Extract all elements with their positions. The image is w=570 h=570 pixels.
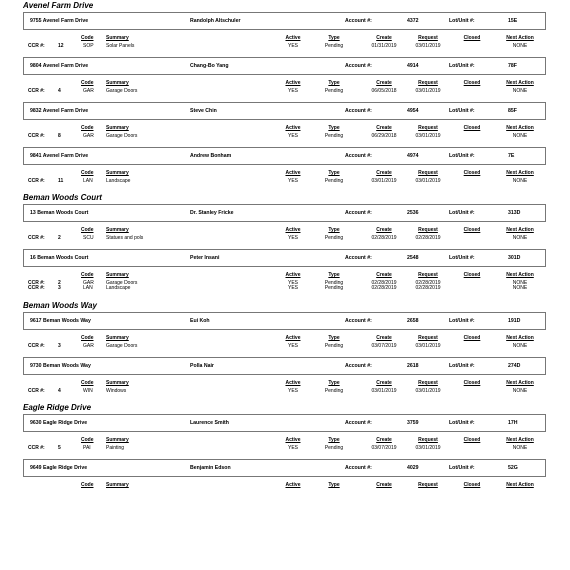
lot-unit-label: Lot/Unit #:	[449, 255, 475, 261]
property-address: 9841 Avenel Farm Drive	[30, 153, 89, 159]
property-header	[23, 249, 546, 267]
property-header	[23, 357, 546, 375]
ccr-label: CCR #:	[28, 388, 45, 394]
ccr-code: GAR	[83, 88, 94, 94]
property-header	[23, 102, 546, 120]
ccr-summary: Windows	[106, 388, 127, 394]
header-code: Code	[81, 272, 94, 278]
property-address: 9755 Avenel Farm Drive	[30, 18, 89, 24]
header-summary: Summary	[106, 35, 129, 41]
account-number: 4954	[407, 108, 419, 114]
ccr-request-date: 03/01/2019	[415, 133, 441, 139]
ccr-code: GAR	[83, 280, 94, 286]
ccr-summary: Solar Panels	[106, 43, 135, 49]
ccr-summary: Painting	[106, 445, 125, 451]
account-label: Account #:	[345, 108, 372, 114]
header-request: Request	[418, 125, 438, 131]
owner-name: Randolph Altschuler	[190, 18, 241, 24]
ccr-number: 12	[58, 43, 64, 49]
header-code: Code	[81, 227, 94, 233]
header-active: Active	[285, 482, 301, 488]
property-header	[23, 57, 546, 75]
property-header	[23, 12, 546, 30]
lot-unit-label: Lot/Unit #:	[449, 18, 475, 24]
lot-unit-label: Lot/Unit #:	[449, 108, 475, 114]
header-type: Type	[328, 335, 340, 341]
ccr-request-date: 02/28/2019	[415, 235, 441, 241]
ccr-label: CCR #:	[28, 280, 45, 286]
ccr-summary: Statues and pols	[106, 235, 144, 241]
street-heading: Avenel Farm Drive	[23, 1, 94, 10]
account-number: 2548	[407, 255, 419, 261]
ccr-type: Pending	[324, 43, 344, 49]
header-request: Request	[418, 272, 438, 278]
lot-unit-number: 15E	[508, 18, 518, 24]
ccr-label: CCR #:	[28, 43, 45, 49]
owner-name: Chang-Bo Yang	[190, 63, 229, 69]
ccr-code: GAR	[83, 133, 94, 139]
header-next-action: Next Action	[506, 170, 534, 176]
header-summary: Summary	[106, 170, 129, 176]
ccr-next-action: NONE	[512, 178, 528, 184]
ccr-next-action: NONE	[512, 445, 528, 451]
property-address: 9617 Beman Woods Way	[30, 318, 91, 324]
ccr-number: 3	[58, 343, 61, 349]
header-create: Create	[376, 335, 392, 341]
header-create: Create	[376, 125, 392, 131]
header-create: Create	[376, 380, 392, 386]
ccr-create-date: 03/01/2019	[371, 178, 397, 184]
ccr-type: Pending	[324, 285, 344, 291]
header-request: Request	[418, 437, 438, 443]
ccr-number: 8	[58, 133, 61, 139]
header-request: Request	[418, 35, 438, 41]
header-summary: Summary	[106, 437, 129, 443]
account-label: Account #:	[345, 255, 372, 261]
ccr-label: CCR #:	[28, 343, 45, 349]
header-type: Type	[328, 80, 340, 86]
account-label: Account #:	[345, 465, 372, 471]
lot-unit-number: 274D	[508, 363, 521, 369]
account-label: Account #:	[345, 318, 372, 324]
header-request: Request	[418, 80, 438, 86]
ccr-type: Pending	[324, 388, 344, 394]
account-label: Account #:	[345, 63, 372, 69]
ccr-code: WIN	[83, 388, 93, 394]
header-next-action: Next Action	[506, 437, 534, 443]
ccr-code: GAR	[83, 343, 94, 349]
header-next-action: Next Action	[506, 125, 534, 131]
property-address: 16 Beman Woods Court	[30, 255, 89, 261]
header-type: Type	[328, 482, 340, 488]
lot-unit-number: 17H	[508, 420, 518, 426]
ccr-next-action: NONE	[512, 88, 528, 94]
owner-name: Andrew Bonham	[190, 153, 232, 159]
ccr-type: Pending	[324, 445, 344, 451]
street-heading: Eagle Ridge Drive	[23, 403, 92, 412]
header-code: Code	[81, 170, 94, 176]
ccr-code: SCU	[83, 235, 94, 241]
ccr-label: CCR #:	[28, 235, 45, 241]
header-code: Code	[81, 482, 94, 488]
ccr-active: YES	[287, 43, 298, 49]
property-address: 9804 Avenel Farm Drive	[30, 63, 89, 69]
account-label: Account #:	[345, 363, 372, 369]
header-code: Code	[81, 80, 94, 86]
ccr-number: 4	[58, 88, 61, 94]
lot-unit-label: Lot/Unit #:	[449, 318, 475, 324]
header-next-action: Next Action	[506, 272, 534, 278]
header-type: Type	[328, 380, 340, 386]
ccr-next-action: NONE	[512, 133, 528, 139]
property-header	[23, 414, 546, 432]
ccr-type: Pending	[324, 343, 344, 349]
ccr-next-action: NONE	[512, 343, 528, 349]
header-summary: Summary	[106, 80, 129, 86]
ccr-next-action: NONE	[512, 388, 528, 394]
ccr-active: YES	[287, 285, 298, 291]
property-header	[23, 204, 546, 222]
lot-unit-label: Lot/Unit #:	[449, 153, 475, 159]
ccr-create-date: 06/05/2018	[371, 88, 397, 94]
lot-unit-number: 301D	[508, 255, 521, 261]
header-active: Active	[285, 380, 301, 386]
header-code: Code	[81, 125, 94, 131]
lot-unit-label: Lot/Unit #:	[449, 363, 475, 369]
owner-name: Polla Nair	[190, 363, 214, 369]
header-next-action: Next Action	[506, 35, 534, 41]
property-address: 13 Beman Woods Court	[30, 210, 89, 216]
ccr-type: Pending	[324, 235, 344, 241]
ccr-create-date: 01/31/2019	[371, 43, 397, 49]
account-number: 2658	[407, 318, 419, 324]
ccr-request-date: 03/01/2019	[415, 343, 441, 349]
ccr-next-action: NONE	[512, 235, 528, 241]
lot-unit-number: 85F	[508, 108, 517, 114]
header-request: Request	[418, 380, 438, 386]
header-active: Active	[285, 80, 301, 86]
header-request: Request	[418, 227, 438, 233]
header-request: Request	[418, 170, 438, 176]
ccr-label: CCR #:	[28, 445, 45, 451]
street-heading: Beman Woods Court	[23, 193, 102, 202]
ccr-number: 2	[58, 235, 61, 241]
ccr-active: YES	[287, 280, 298, 286]
ccr-request-date: 03/01/2019	[415, 445, 441, 451]
ccr-active: YES	[287, 88, 298, 94]
owner-name: Dr. Stanley Fricke	[190, 210, 234, 216]
ccr-number: 5	[58, 445, 61, 451]
account-label: Account #:	[345, 18, 372, 24]
ccr-number: 4	[58, 388, 61, 394]
account-number: 4029	[407, 465, 419, 471]
account-label: Account #:	[345, 210, 372, 216]
ccr-number: 3	[58, 285, 61, 291]
ccr-active: YES	[287, 343, 298, 349]
account-number: 2618	[407, 363, 419, 369]
account-label: Account #:	[345, 420, 372, 426]
header-type: Type	[328, 272, 340, 278]
ccr-active: YES	[287, 235, 298, 241]
header-summary: Summary	[106, 335, 129, 341]
property-header	[23, 312, 546, 330]
header-next-action: Next Action	[506, 380, 534, 386]
header-summary: Summary	[106, 125, 129, 131]
property-address: 9832 Avenel Farm Drive	[30, 108, 89, 114]
property-header	[23, 147, 546, 165]
ccr-active: YES	[287, 133, 298, 139]
account-number: 4372	[407, 18, 419, 24]
account-number: 2536	[407, 210, 419, 216]
lot-unit-number: 313D	[508, 210, 521, 216]
ccr-create-date: 03/01/2019	[371, 388, 397, 394]
lot-unit-label: Lot/Unit #:	[449, 63, 475, 69]
header-type: Type	[328, 35, 340, 41]
account-number: 4914	[407, 63, 419, 69]
ccr-request-date: 03/01/2019	[415, 88, 441, 94]
header-closed: Closed	[463, 380, 481, 386]
ccr-create-date: 03/07/2019	[371, 445, 397, 451]
ccr-next-action: NONE	[512, 285, 528, 291]
ccr-label: CCR #:	[28, 178, 45, 184]
header-closed: Closed	[463, 125, 481, 131]
lot-unit-number: 78F	[508, 63, 517, 69]
property-address: 9649 Eagle Ridge Drive	[30, 465, 88, 471]
header-request: Request	[418, 335, 438, 341]
header-next-action: Next Action	[506, 227, 534, 233]
header-active: Active	[285, 35, 301, 41]
header-closed: Closed	[463, 272, 481, 278]
lot-unit-label: Lot/Unit #:	[449, 210, 475, 216]
ccr-create-date: 06/29/2018	[371, 133, 397, 139]
header-active: Active	[285, 437, 301, 443]
ccr-create-date: 02/28/2019	[371, 280, 397, 286]
ccr-label: CCR #:	[28, 88, 45, 94]
ccr-code: PAI	[83, 445, 91, 451]
ccr-create-date: 02/28/2019	[371, 285, 397, 291]
ccr-active: YES	[287, 178, 298, 184]
header-summary: Summary	[106, 482, 129, 488]
account-number: 3759	[407, 420, 419, 426]
ccr-number: 2	[58, 280, 61, 286]
owner-name: Laurence Smith	[190, 420, 229, 426]
header-active: Active	[285, 125, 301, 131]
ccr-request-date: 02/28/2019	[415, 280, 441, 286]
ccr-request-date: 03/01/2019	[415, 178, 441, 184]
property-address: 9630 Eagle Ridge Drive	[30, 420, 88, 426]
header-closed: Closed	[463, 170, 481, 176]
header-next-action: Next Action	[506, 335, 534, 341]
header-create: Create	[376, 170, 392, 176]
ccr-active: YES	[287, 445, 298, 451]
header-type: Type	[328, 170, 340, 176]
property-address: 9730 Beman Woods Way	[30, 363, 91, 369]
header-code: Code	[81, 380, 94, 386]
header-create: Create	[376, 227, 392, 233]
header-create: Create	[376, 482, 392, 488]
header-summary: Summary	[106, 227, 129, 233]
ccr-type: Pending	[324, 280, 344, 286]
header-type: Type	[328, 227, 340, 233]
header-active: Active	[285, 272, 301, 278]
header-closed: Closed	[463, 437, 481, 443]
lot-unit-number: 7E	[508, 153, 515, 159]
header-closed: Closed	[463, 35, 481, 41]
owner-name: Eui Koh	[190, 318, 210, 324]
ccr-summary: Garage Doors	[106, 133, 138, 139]
ccr-summary: Garage Doors	[106, 88, 138, 94]
header-closed: Closed	[463, 80, 481, 86]
header-type: Type	[328, 125, 340, 131]
owner-name: Steve Chin	[190, 108, 217, 114]
header-code: Code	[81, 335, 94, 341]
ccr-code: LAN	[83, 285, 93, 291]
header-active: Active	[285, 227, 301, 233]
ccr-code: SOP	[83, 43, 94, 49]
header-summary: Summary	[106, 272, 129, 278]
lot-unit-label: Lot/Unit #:	[449, 465, 475, 471]
header-type: Type	[328, 437, 340, 443]
header-create: Create	[376, 437, 392, 443]
ccr-label: CCR #:	[28, 133, 45, 139]
account-number: 4974	[407, 153, 419, 159]
owner-name: Benjamin Edson	[190, 465, 231, 471]
ccr-summary: Garage Doors	[106, 343, 138, 349]
ccr-active: YES	[287, 388, 298, 394]
header-request: Request	[418, 482, 438, 488]
ccr-create-date: 03/07/2019	[371, 343, 397, 349]
header-create: Create	[376, 272, 392, 278]
ccr-code: LAN	[83, 178, 93, 184]
ccr-summary: Garage Doors	[106, 280, 138, 286]
street-heading: Beman Woods Way	[23, 301, 97, 310]
header-next-action: Next Action	[506, 80, 534, 86]
header-closed: Closed	[463, 482, 481, 488]
account-label: Account #:	[345, 153, 372, 159]
ccr-request-date: 03/01/2019	[415, 43, 441, 49]
header-closed: Closed	[463, 335, 481, 341]
header-next-action: Next Action	[506, 482, 534, 488]
owner-name: Peter Insani	[190, 255, 220, 261]
ccr-type: Pending	[324, 88, 344, 94]
ccr-type: Pending	[324, 133, 344, 139]
property-header	[23, 459, 546, 477]
ccr-create-date: 02/28/2019	[371, 235, 397, 241]
header-active: Active	[285, 335, 301, 341]
ccr-summary: Landscape	[106, 178, 131, 184]
ccr-next-action: NONE	[512, 43, 528, 49]
header-create: Create	[376, 35, 392, 41]
ccr-label: CCR #:	[28, 285, 45, 291]
ccr-summary: Landscape	[106, 285, 131, 291]
header-code: Code	[81, 35, 94, 41]
header-closed: Closed	[463, 227, 481, 233]
header-create: Create	[376, 80, 392, 86]
lot-unit-label: Lot/Unit #:	[449, 420, 475, 426]
ccr-number: 11	[58, 178, 64, 184]
header-active: Active	[285, 170, 301, 176]
ccr-next-action: NONE	[512, 280, 528, 286]
ccr-type: Pending	[324, 178, 344, 184]
header-code: Code	[81, 437, 94, 443]
ccr-request-date: 02/28/2019	[415, 285, 441, 291]
lot-unit-number: 52G	[508, 465, 518, 471]
lot-unit-number: 191D	[508, 318, 521, 324]
header-summary: Summary	[106, 380, 129, 386]
ccr-request-date: 03/01/2019	[415, 388, 441, 394]
